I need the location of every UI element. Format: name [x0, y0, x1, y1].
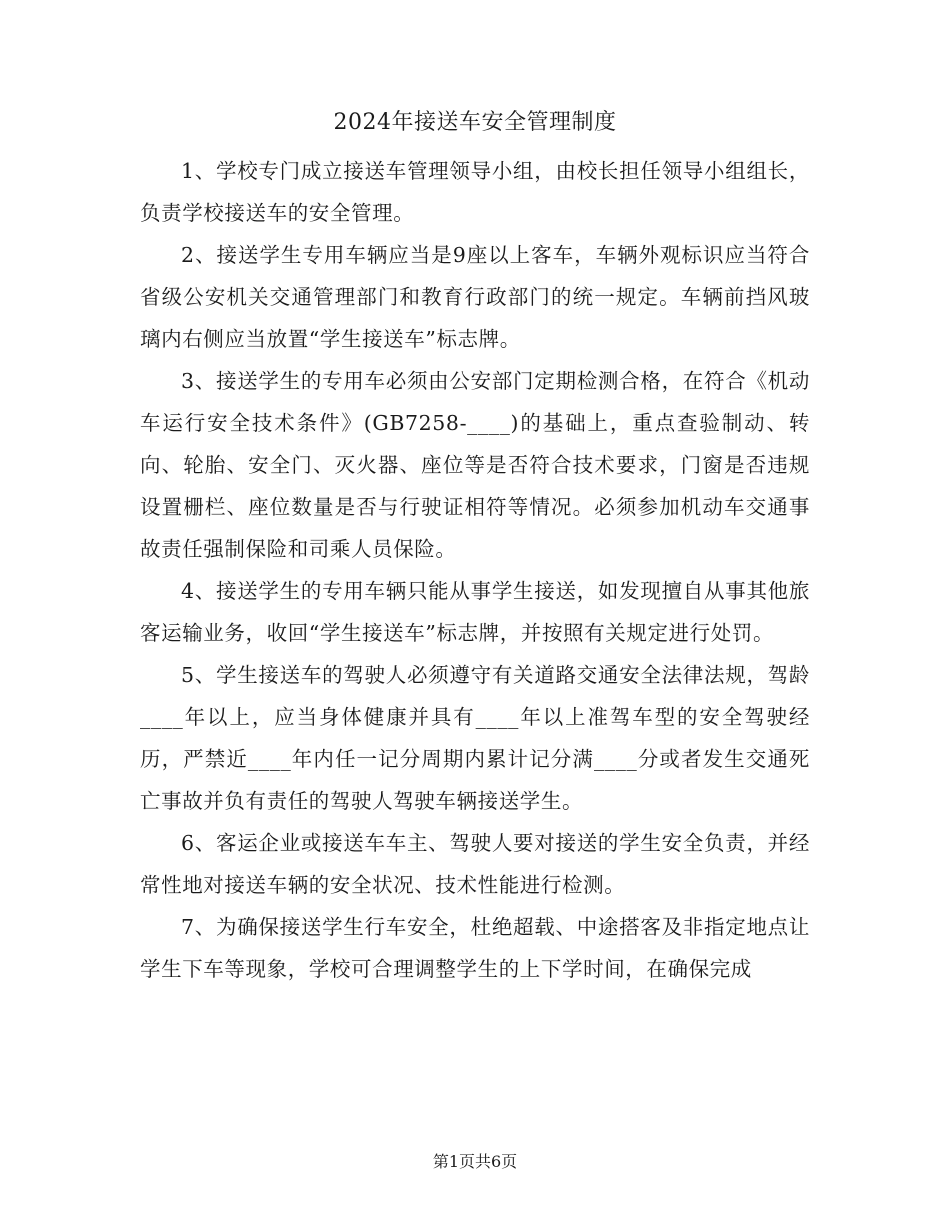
document-title: 2024年接送车安全管理制度: [333, 110, 617, 135]
paragraph-4: 4、接送学生的专用车辆只能从事学生接送，如发现擅自从事其他旅客运输业务，收回“学生接送车”标志牌，并按照有关规定进行处罚。: [140, 579, 810, 645]
paragraph-5: 5、学生接送车的驾驶人必须遵守有关道路交通安全法律法规，驾龄____年以上，应当身体健康并具有____年以上准驾车型的安全驾驶经历，严禁近____年内任一记分周期内累计记分满____分或者发生交通死亡事故并负有责任的驾驶人驾驶车辆接送学生。: [140, 663, 810, 813]
paragraph-6: 6、客运企业或接送车车主、驾驶人要对接送的学生安全负责，并经常性地对接送车辆的安全状况、技术性能进行检测。: [140, 831, 810, 897]
paragraph-3: 3、接送学生的专用车必须由公安部门定期检测合格，在符合《机动车运行安全技术条件》(GB7258-____)的基础上，重点查验制动、转向、轮胎、安全门、灭火器、座位等是否符合技术要求，门窗是否违规设置栅栏、座位数量是否与行驶证相符等情况。必须参加机动车交通事故责任强制保险和司乘人员保险。: [140, 369, 810, 561]
page-number-footer: 第1页共6页: [432, 1152, 518, 1171]
paragraph-7: 7、为确保接送学生行车安全，杜绝超载、中途搭客及非指定地点让学生下车等现象，学校可合理调整学生的上下学时间，在确保完成: [140, 915, 810, 981]
paragraph-2: 2、接送学生专用车辆应当是9座以上客车，车辆外观标识应当符合省级公安机关交通管理部门和教育行政部门的统一规定。车辆前挡风玻璃内右侧应当放置“学生接送车”标志牌。: [140, 243, 810, 351]
paragraph-1: 1、学校专门成立接送车管理领导小组，由校长担任领导小组组长，负责学校接送车的安全管理。: [140, 159, 810, 225]
document-body: [140, 150, 810, 990]
